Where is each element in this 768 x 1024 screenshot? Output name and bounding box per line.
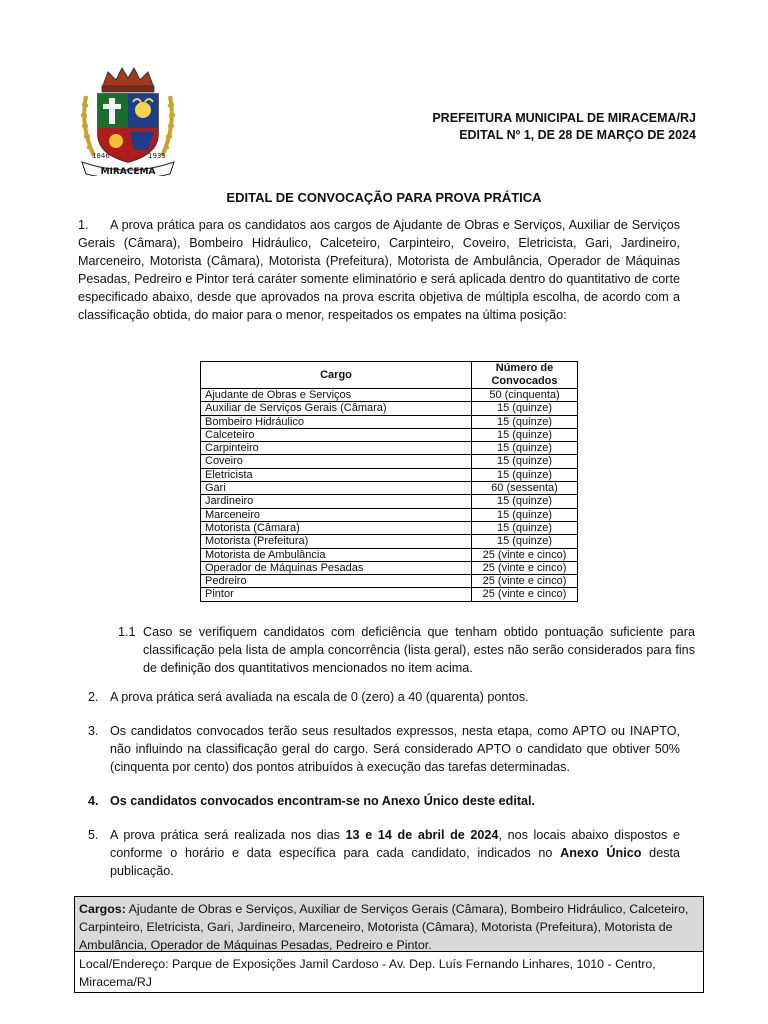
cargo-cell: Bombeiro Hidráulico (201, 415, 472, 428)
quantity-cell: 15 (quinze) (472, 428, 578, 441)
table-row (201, 455, 578, 468)
item-1-1-number: 1.1 (118, 625, 136, 639)
cargos-text: Ajudante de Obras e Serviços, Auxiliar de Serviços Gerais (Câmara), Bombeiro Hidráulico, Calceteiro, Carpinteiro, Eletricista, Gari, Jardineiro, Marceneiro, Motorista (Câmara), Motorista (Prefeitura), Motorista de Ambulância, Operador de Máquinas Pesadas, Pedreiro e Pintor. (79, 902, 689, 952)
table-row (201, 442, 578, 455)
location-text: Local/Endereço: Parque de Exposições Jamil Cardoso - Av. Dep. Luís Fernando Linhares, 1010 - Centro, Miracema/RJ (79, 957, 656, 989)
cargo-cell: Auxiliar de Serviços Gerais (Câmara) (201, 402, 472, 415)
cargo-cell: Ajudante de Obras e Serviços (201, 389, 472, 402)
table-row (201, 482, 578, 495)
item-1-1-text: Caso se verifiquem candidatos com deficiência que tenham obtido pontuação suficiente para classificação pela lista de ampla concorrência (lista geral), estes não serão considerados para fins de definição dos quantitativos mencionados no item acima. (143, 625, 695, 675)
coat-of-arms-icon (78, 66, 178, 176)
quantity-cell: 15 (quinze) (472, 455, 578, 468)
cargo-cell: Jardineiro (201, 495, 472, 508)
header-edital-number: EDITAL Nº 1, DE 28 DE MARÇO DE 2024 (459, 128, 696, 142)
table-row (201, 508, 578, 521)
document-header (432, 110, 696, 144)
quantity-cell: 25 (vinte e cinco) (472, 561, 578, 574)
table-row (201, 428, 578, 441)
quantity-cell: 25 (vinte e cinco) (472, 588, 578, 601)
item-2-text: A prova prática será avaliada na escala de 0 (zero) a 40 (quarenta) pontos. (110, 690, 529, 704)
logo-ribbon-text: MIRACEMA (100, 167, 156, 176)
cargo-cell: Gari (201, 482, 472, 495)
cargo-cell: Pedreiro (201, 575, 472, 588)
quantity-cell: 15 (quinze) (472, 442, 578, 455)
table-body (201, 389, 578, 602)
document-title: EDITAL DE CONVOCAÇÃO PARA PROVA PRÁTICA (226, 190, 542, 205)
logo-year-left: 1846 (92, 152, 110, 160)
table-row (201, 468, 578, 481)
column-header-cargo: Cargo (201, 362, 472, 389)
table-row (201, 415, 578, 428)
quantity-cell: 15 (quinze) (472, 521, 578, 534)
header-municipality: PREFEITURA MUNICIPAL DE MIRACEMA/RJ (432, 111, 696, 125)
item-5-text-a: A prova prática será realizada nos dias (110, 828, 346, 842)
table-row (201, 561, 578, 574)
table-row (201, 575, 578, 588)
quantity-cell: 15 (quinze) (472, 495, 578, 508)
cargo-cell: Pintor (201, 588, 472, 601)
cargo-cell: Motorista (Câmara) (201, 521, 472, 534)
quantity-cell: 50 (cinquenta) (472, 389, 578, 402)
table-row (201, 588, 578, 601)
cargo-cell: Marceneiro (201, 508, 472, 521)
table-row (201, 402, 578, 415)
quantity-cell: 60 (sessenta) (472, 482, 578, 495)
quantity-cell: 15 (quinze) (472, 468, 578, 481)
cargo-cell: Eletricista (201, 468, 472, 481)
item-1 (78, 216, 680, 324)
quantity-cell: 25 (vinte e cinco) (472, 548, 578, 561)
quantity-cell: 15 (quinze) (472, 535, 578, 548)
item-1-number: 1. (78, 218, 89, 232)
item-5-anexo: Anexo Único (560, 846, 642, 860)
table-row (201, 389, 578, 402)
cargo-cell: Calceteiro (201, 428, 472, 441)
item-5-text-e: desta publicação. (110, 846, 680, 878)
cargo-cell: Coveiro (201, 455, 472, 468)
cargos-box (74, 896, 704, 952)
quantity-cell: 15 (quinze) (472, 415, 578, 428)
table-row (201, 521, 578, 534)
logo-year-right: 1935 (148, 152, 166, 160)
item-5-number: 5. (88, 828, 99, 842)
item-3-text: Os candidatos convocados terão seus resultados expressos, nesta etapa, como APTO ou INAPTO, não influindo na classificação geral do cargo. Será considerado APTO o candidato que obtiver 50% (cinquenta por cento) dos pontos atribuídos à execução das tarefas determinadas. (110, 724, 680, 774)
table-row (201, 535, 578, 548)
convocation-table (200, 361, 578, 602)
cargos-label: Cargos: (79, 902, 126, 916)
item-5-text-c: , nos locais abaixo dispostos e conforme o horário e data específica para cada candidato, indicados no (110, 828, 680, 860)
item-4-text: Os candidatos convocados encontram-se no Anexo Único deste edital. (110, 794, 536, 808)
table-row (201, 548, 578, 561)
table-row (201, 495, 578, 508)
cargo-cell: Motorista de Ambulância (201, 548, 472, 561)
item-2-number: 2. (88, 690, 99, 704)
quantity-cell: 25 (vinte e cinco) (472, 575, 578, 588)
quantity-cell: 15 (quinze) (472, 508, 578, 521)
cargo-cell: Motorista (Prefeitura) (201, 535, 472, 548)
quantity-cell: 15 (quinze) (472, 402, 578, 415)
item-1-text: A prova prática para os candidatos aos cargos de Ajudante de Obras e Serviços, Auxiliar de Serviços Gerais (Câmara), Bombeiro Hidráulico, Calceteiro, Carpinteiro, Coveiro, Eletricista, Gari, Jardineiro, Marceneiro, Motorista (Câmara), Motorista (Prefeitura), Motorista de Ambulância, Operador de Máquinas Pesadas, Pedreiro e Pintor terá caráter somente eliminatório e será aplicada dentro do quantitativo de corte especificado abaixo, desde que aprovados na prova escrita objetiva de múltipla escolha, de acordo com a classificação obtida, do maior para o menor, respeitados os empates na última posição: (78, 218, 680, 322)
item-5-dates: 13 e 14 de abril de 2024 (345, 828, 499, 842)
cargo-cell: Operador de Máquinas Pesadas (201, 561, 472, 574)
column-header-numero: Número de Convocados (472, 362, 578, 389)
cargo-cell: Carpinteiro (201, 442, 472, 455)
location-box (74, 951, 704, 993)
item-5-text (110, 826, 680, 880)
item-4-number: 4. (88, 794, 99, 808)
municipal-coat-of-arms (78, 66, 178, 176)
table-header-row (201, 362, 578, 389)
item-3-number: 3. (88, 724, 99, 738)
